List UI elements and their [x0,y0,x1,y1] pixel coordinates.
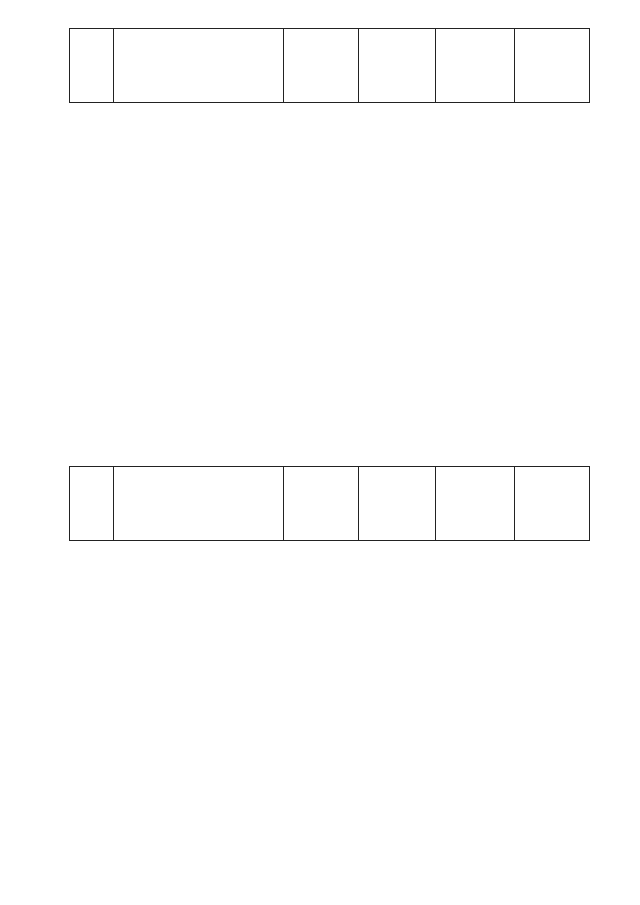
sales-profitability-table [69,466,590,541]
header-unit [359,467,436,541]
header-number [70,467,114,541]
header-base-period [436,29,515,103]
header-base-period [436,467,515,541]
indicators-table-continued [69,28,590,103]
header-unit [359,29,436,103]
header-calc-period [515,467,590,541]
header-indicator-name [114,467,284,541]
table-header-row [70,29,590,103]
header-calc-period [515,29,590,103]
header-number [70,29,114,103]
header-designation [284,467,359,541]
header-indicator-name [114,29,284,103]
table-header-row [70,467,590,541]
header-designation [284,29,359,103]
